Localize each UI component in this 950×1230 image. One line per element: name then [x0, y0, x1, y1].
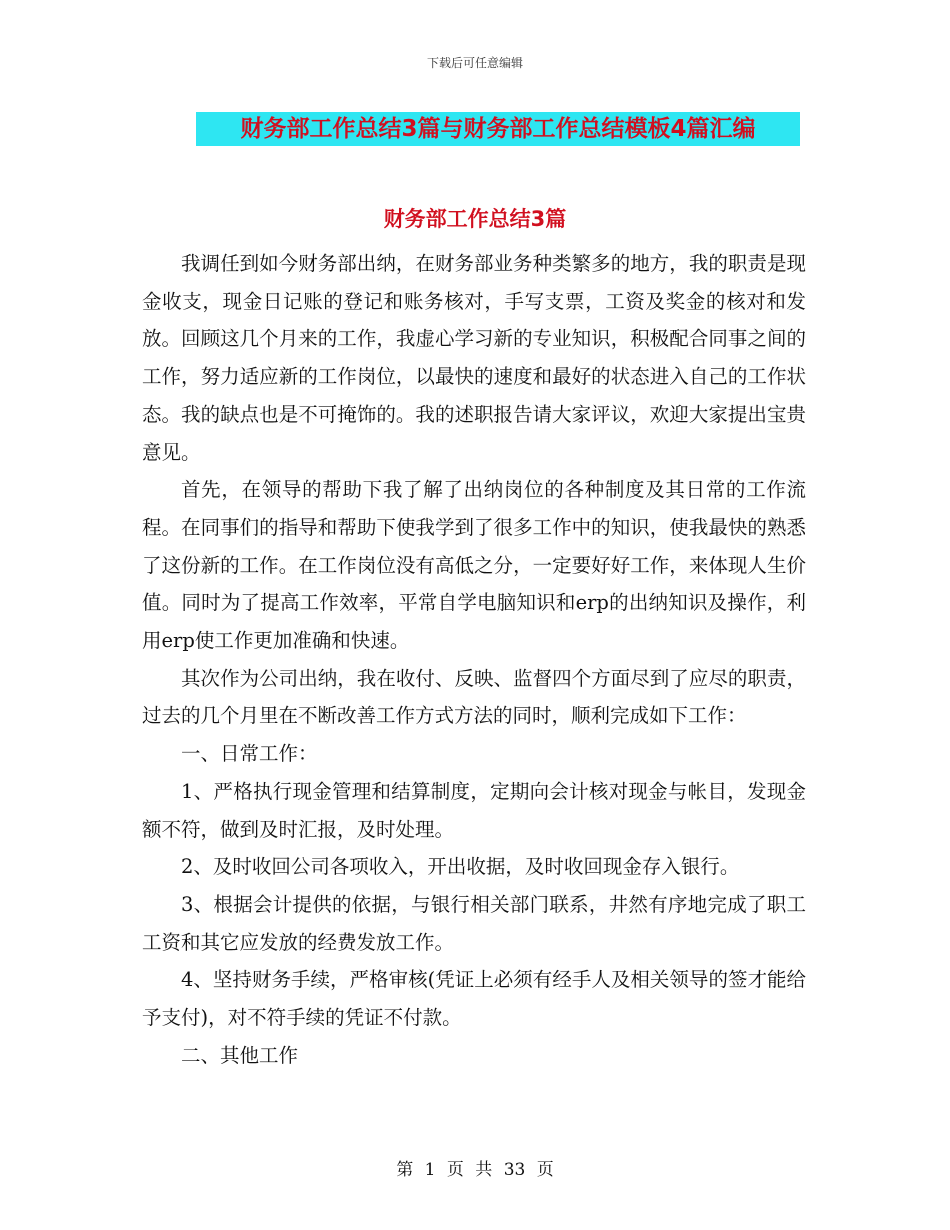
- list-item: 4、坚持财务手续，严格审核(凭证上必须有经手人及相关领导的签才能给予支付)，对不符手续的凭证不付款。: [142, 968, 806, 1030]
- list-item: 3、根据会计提供的依据，与银行相关部门联系，井然有序地完成了职工工资和其它应发放的经费发放工作。: [142, 892, 806, 954]
- subheading: 二、其他工作: [181, 1043, 299, 1067]
- list-item: 1、严格执行现金管理和结算制度，定期向会计核对现金与帐目，发现金额不符，做到及时汇报，及时处理。: [142, 779, 806, 841]
- paragraph: 我调任到如今财务部出纳，在财务部业务种类繁多的地方，我的职责是现金收支，现金日记账的登记和账务核对，手写支票，工资及奖金的核对和发放。回顾这几个月来的工作，我虚心学习新的专业知识，积极配合同事之间的工作，努力适应新的工作岗位，以最快的速度和最好的状态进入自己的工作状态。我的缺点也是不可掩饰的。我的述职报告请大家评议，欢迎大家提出宝贵意见。: [142, 252, 806, 464]
- paragraph: 其次作为公司出纳，我在收付、反映、监督四个方面尽到了应尽的职责，过去的几个月里在不断改善工作方式方法的同时，顺利完成如下工作：: [142, 666, 806, 728]
- subheading: 一、日常工作：: [181, 742, 318, 766]
- page-footer: 第 1 页 共 33 页: [396, 1160, 554, 1180]
- paragraph: 首先，在领导的帮助下我了解了出纳岗位的各种制度及其日常的工作流程。在同事们的指导和帮助下使我学到了很多工作中的知识，使我最快的熟悉了这份新的工作。在工作岗位没有高低之分，一定要好好工作，来体现人生价值。同时为了提高工作效率，平常自学电脑知识和erp的出纳知识及操作，利用erp使工作更加准确和快速。: [142, 478, 806, 653]
- header-note: 下载后可任意编辑: [426, 56, 523, 70]
- section-title: 财务部工作总结3篇: [383, 207, 567, 231]
- document-title: 财务部工作总结3篇与财务部工作总结模板4篇汇编: [240, 116, 756, 142]
- document-body: [142, 245, 806, 1074]
- list-item: 2、及时收回公司各项收入，开出收据，及时收回现金存入银行。: [181, 855, 740, 879]
